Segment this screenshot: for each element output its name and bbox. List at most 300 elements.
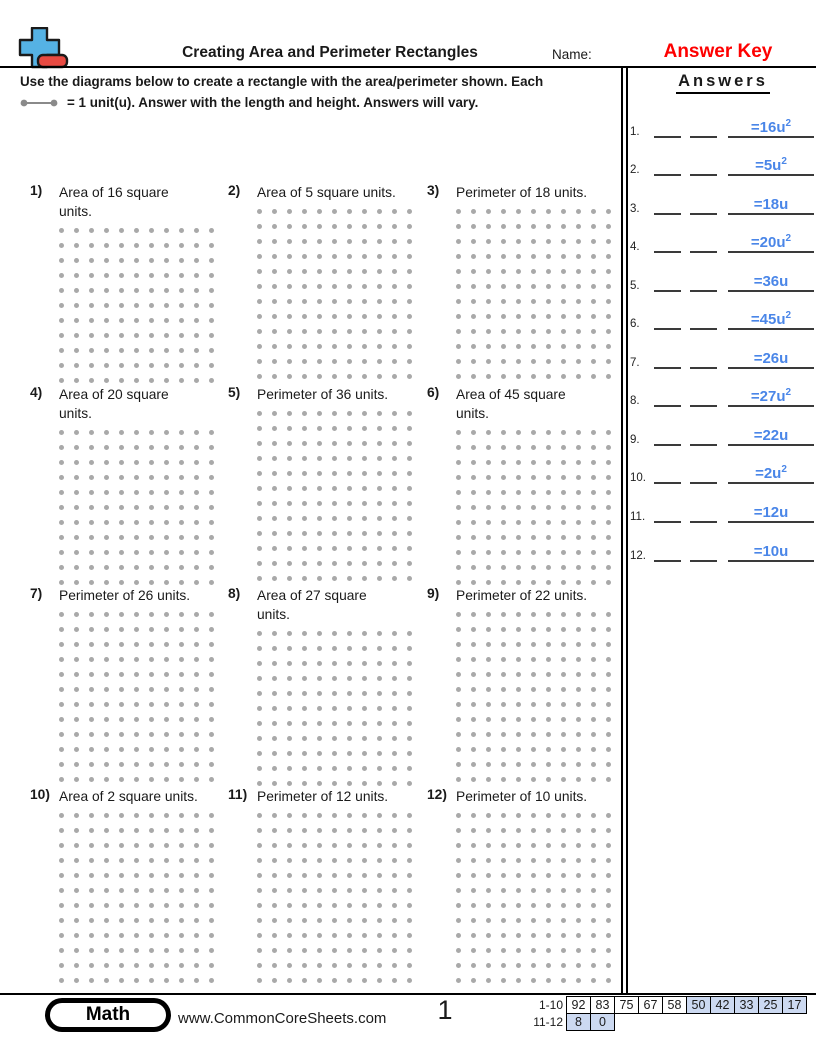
dot	[471, 667, 486, 682]
dot	[561, 249, 576, 264]
dot	[561, 913, 576, 928]
dot	[179, 742, 194, 757]
dot	[164, 223, 179, 238]
dot	[104, 772, 119, 787]
dot	[257, 294, 272, 309]
dot	[149, 485, 164, 500]
dot	[317, 761, 332, 776]
dot	[59, 298, 74, 313]
dot	[456, 470, 471, 485]
dot	[134, 808, 149, 823]
score-range-label: 11-12	[533, 1015, 563, 1029]
dot	[119, 682, 134, 697]
dot	[287, 451, 302, 466]
dot	[332, 928, 347, 943]
dot	[377, 406, 392, 421]
problem-cell	[30, 586, 228, 787]
dot	[287, 808, 302, 823]
dot	[287, 928, 302, 943]
dot	[407, 556, 422, 571]
dot	[317, 436, 332, 451]
dot	[606, 470, 621, 485]
dot	[104, 530, 119, 545]
dot	[74, 808, 89, 823]
dot	[531, 309, 546, 324]
dot	[561, 943, 576, 958]
dot	[516, 868, 531, 883]
dot	[179, 622, 194, 637]
dot	[302, 511, 317, 526]
dot	[194, 470, 209, 485]
problem-body	[257, 385, 427, 586]
dot	[74, 682, 89, 697]
dot	[134, 607, 149, 622]
dot	[546, 742, 561, 757]
dot	[471, 369, 486, 384]
dot	[486, 928, 501, 943]
dot	[302, 853, 317, 868]
dot	[164, 470, 179, 485]
dot	[74, 652, 89, 667]
dot	[407, 219, 422, 234]
dot	[591, 530, 606, 545]
dot	[287, 671, 302, 686]
dot	[531, 219, 546, 234]
dot-grid	[257, 406, 427, 586]
dot	[362, 339, 377, 354]
dot	[362, 421, 377, 436]
dot	[149, 328, 164, 343]
dot	[471, 697, 486, 712]
dot	[89, 742, 104, 757]
dot	[501, 727, 516, 742]
dot	[209, 328, 224, 343]
dot	[257, 309, 272, 324]
dot	[89, 530, 104, 545]
dot	[392, 716, 407, 731]
dot	[486, 309, 501, 324]
dot	[89, 343, 104, 358]
dot	[516, 264, 531, 279]
dot	[164, 298, 179, 313]
dot	[89, 727, 104, 742]
answer-row	[630, 369, 816, 408]
dot	[317, 701, 332, 716]
dot	[257, 853, 272, 868]
dot	[302, 234, 317, 249]
dot	[531, 234, 546, 249]
dot	[362, 526, 377, 541]
dot	[272, 656, 287, 671]
dot	[104, 560, 119, 575]
dot	[104, 958, 119, 973]
dot	[392, 641, 407, 656]
dot	[546, 808, 561, 823]
dot	[332, 294, 347, 309]
dot	[456, 913, 471, 928]
dot	[194, 223, 209, 238]
dot	[119, 515, 134, 530]
dot	[332, 204, 347, 219]
dot	[362, 249, 377, 264]
dot	[347, 838, 362, 853]
dot	[209, 607, 224, 622]
dot	[576, 808, 591, 823]
dot	[531, 772, 546, 787]
dot-grid	[456, 204, 626, 384]
dot	[392, 883, 407, 898]
dot	[407, 406, 422, 421]
dot	[302, 838, 317, 853]
dot	[74, 545, 89, 560]
dot	[456, 712, 471, 727]
dot	[317, 838, 332, 853]
dot	[471, 264, 486, 279]
dot	[272, 928, 287, 943]
dot	[287, 556, 302, 571]
dot	[194, 500, 209, 515]
dot	[74, 253, 89, 268]
dot	[456, 309, 471, 324]
dot	[194, 358, 209, 373]
dot	[104, 328, 119, 343]
dot	[407, 571, 422, 586]
dot	[74, 238, 89, 253]
dot	[134, 913, 149, 928]
dot	[591, 219, 606, 234]
answer-number: 1.	[630, 125, 640, 138]
dot	[576, 928, 591, 943]
dot	[209, 838, 224, 853]
dot	[486, 515, 501, 530]
dot	[332, 913, 347, 928]
dot	[104, 667, 119, 682]
dot	[606, 742, 621, 757]
dot	[531, 204, 546, 219]
dot	[407, 928, 422, 943]
dot	[104, 853, 119, 868]
dot	[257, 626, 272, 641]
dot	[486, 958, 501, 973]
dot	[89, 440, 104, 455]
answer-blank-height	[690, 519, 717, 523]
dot	[287, 913, 302, 928]
dot	[347, 641, 362, 656]
answer-value: =26u	[728, 350, 814, 369]
page-title: Creating Area and Perimeter Rectangles	[182, 44, 478, 61]
dot	[516, 294, 531, 309]
dot	[591, 622, 606, 637]
dot	[546, 339, 561, 354]
dot	[347, 324, 362, 339]
dot	[119, 973, 134, 988]
dot	[134, 283, 149, 298]
dot	[257, 913, 272, 928]
dot	[317, 853, 332, 868]
dot	[407, 686, 422, 701]
dot	[59, 682, 74, 697]
dot	[332, 943, 347, 958]
dot	[104, 455, 119, 470]
dot	[272, 943, 287, 958]
dot	[561, 742, 576, 757]
dot	[531, 607, 546, 622]
score-range-label: 1-10	[538, 998, 563, 1012]
dot	[179, 667, 194, 682]
dot	[606, 622, 621, 637]
dot	[164, 712, 179, 727]
dot	[362, 973, 377, 988]
dot	[456, 607, 471, 622]
problem-body	[59, 787, 228, 984]
dot	[59, 425, 74, 440]
dot	[486, 622, 501, 637]
dot	[59, 530, 74, 545]
dot	[591, 697, 606, 712]
dot	[89, 560, 104, 575]
dot	[516, 425, 531, 440]
dot	[347, 496, 362, 511]
dot	[546, 607, 561, 622]
dot	[576, 742, 591, 757]
dot	[74, 838, 89, 853]
dot	[531, 485, 546, 500]
dot	[531, 279, 546, 294]
dot	[561, 868, 576, 883]
dot	[591, 234, 606, 249]
dot	[576, 264, 591, 279]
dot-grid	[59, 607, 228, 787]
dot	[287, 686, 302, 701]
dot	[362, 808, 377, 823]
dot	[377, 943, 392, 958]
dot	[149, 283, 164, 298]
problem-cell	[427, 586, 626, 787]
dot	[317, 294, 332, 309]
dot	[134, 313, 149, 328]
dot	[287, 324, 302, 339]
dot	[531, 339, 546, 354]
dot	[471, 838, 486, 853]
dot	[471, 279, 486, 294]
dot	[149, 757, 164, 772]
dot	[89, 883, 104, 898]
dot	[194, 757, 209, 772]
dot	[74, 823, 89, 838]
dot	[501, 279, 516, 294]
dot	[561, 622, 576, 637]
dot	[377, 656, 392, 671]
dot	[149, 560, 164, 575]
dot	[471, 622, 486, 637]
dot	[134, 652, 149, 667]
dot	[209, 823, 224, 838]
problem-number: 10)	[30, 787, 50, 802]
problem-cell	[427, 183, 626, 385]
dot	[561, 697, 576, 712]
dot	[516, 808, 531, 823]
dot	[471, 500, 486, 515]
dot	[546, 898, 561, 913]
answer-blank-length	[654, 480, 681, 484]
dot	[209, 440, 224, 455]
dot	[347, 686, 362, 701]
problem-cell	[228, 787, 427, 984]
answer-value: =36u	[728, 273, 814, 292]
dot	[561, 204, 576, 219]
problem-text: Area of 2 square units.	[59, 789, 198, 804]
dot	[347, 898, 362, 913]
dot	[332, 731, 347, 746]
dot	[317, 541, 332, 556]
problem-cell	[427, 385, 626, 586]
dot	[164, 682, 179, 697]
dot	[486, 324, 501, 339]
dot	[164, 652, 179, 667]
dot	[119, 298, 134, 313]
dot	[531, 823, 546, 838]
problem-text: Perimeter of 36 units.	[257, 387, 389, 402]
dot	[104, 823, 119, 838]
dot	[486, 560, 501, 575]
dot	[546, 667, 561, 682]
dot	[347, 746, 362, 761]
score-cell: 42	[710, 996, 735, 1014]
dot	[332, 973, 347, 988]
dot	[471, 440, 486, 455]
dot	[272, 716, 287, 731]
dot	[59, 253, 74, 268]
dot	[209, 500, 224, 515]
dot	[149, 898, 164, 913]
problem-body	[257, 787, 427, 984]
dot	[134, 358, 149, 373]
dot	[332, 571, 347, 586]
dot	[456, 622, 471, 637]
dot	[149, 440, 164, 455]
dot	[561, 500, 576, 515]
dot	[471, 294, 486, 309]
dot	[407, 541, 422, 556]
dot	[317, 204, 332, 219]
dot	[471, 652, 486, 667]
dot-grid	[456, 607, 626, 787]
dot	[89, 757, 104, 772]
dot-grid	[456, 425, 626, 590]
dot	[516, 742, 531, 757]
problem-text: Perimeter of 12 units.	[257, 789, 389, 804]
dot	[591, 294, 606, 309]
dot-grid	[59, 425, 228, 590]
dot	[149, 515, 164, 530]
dot	[59, 928, 74, 943]
dot	[59, 667, 74, 682]
dot	[377, 898, 392, 913]
dot	[546, 823, 561, 838]
dot	[179, 560, 194, 575]
dot	[576, 470, 591, 485]
dot	[501, 838, 516, 853]
dot	[194, 313, 209, 328]
dot	[392, 808, 407, 823]
dot	[209, 358, 224, 373]
dot	[134, 868, 149, 883]
dot	[287, 868, 302, 883]
dot	[194, 328, 209, 343]
dot	[149, 607, 164, 622]
dot	[164, 485, 179, 500]
dot	[332, 883, 347, 898]
dot	[179, 253, 194, 268]
dot	[591, 637, 606, 652]
dot	[59, 500, 74, 515]
dot	[317, 339, 332, 354]
dot	[501, 455, 516, 470]
dot	[576, 898, 591, 913]
dot	[362, 234, 377, 249]
dot	[149, 958, 164, 973]
dot	[486, 973, 501, 988]
dot	[471, 868, 486, 883]
dot	[257, 219, 272, 234]
answer-number: 6.	[630, 318, 640, 331]
dot	[456, 928, 471, 943]
dot	[119, 313, 134, 328]
dot	[591, 742, 606, 757]
dot	[302, 626, 317, 641]
dot	[134, 425, 149, 440]
dot	[531, 928, 546, 943]
dot	[407, 369, 422, 384]
dot	[164, 425, 179, 440]
dot	[257, 436, 272, 451]
dot	[456, 742, 471, 757]
dot	[407, 421, 422, 436]
dot	[332, 958, 347, 973]
dot	[347, 234, 362, 249]
dot	[531, 712, 546, 727]
dot	[317, 556, 332, 571]
dot	[104, 883, 119, 898]
dot	[194, 253, 209, 268]
dot	[332, 496, 347, 511]
dot	[362, 731, 377, 746]
dot	[576, 309, 591, 324]
dot	[302, 883, 317, 898]
dot	[257, 406, 272, 421]
dot	[561, 455, 576, 470]
dot	[516, 757, 531, 772]
dot	[377, 451, 392, 466]
dot	[392, 556, 407, 571]
dot	[89, 712, 104, 727]
dot	[74, 883, 89, 898]
dot	[362, 466, 377, 481]
dot	[471, 560, 486, 575]
dot	[272, 294, 287, 309]
dot	[194, 238, 209, 253]
dot	[606, 913, 621, 928]
dot	[302, 406, 317, 421]
score-cell: 67	[638, 996, 663, 1014]
dot	[531, 838, 546, 853]
dot	[209, 530, 224, 545]
dot	[287, 541, 302, 556]
dot	[272, 204, 287, 219]
dot	[377, 641, 392, 656]
dot	[104, 622, 119, 637]
dot	[257, 204, 272, 219]
